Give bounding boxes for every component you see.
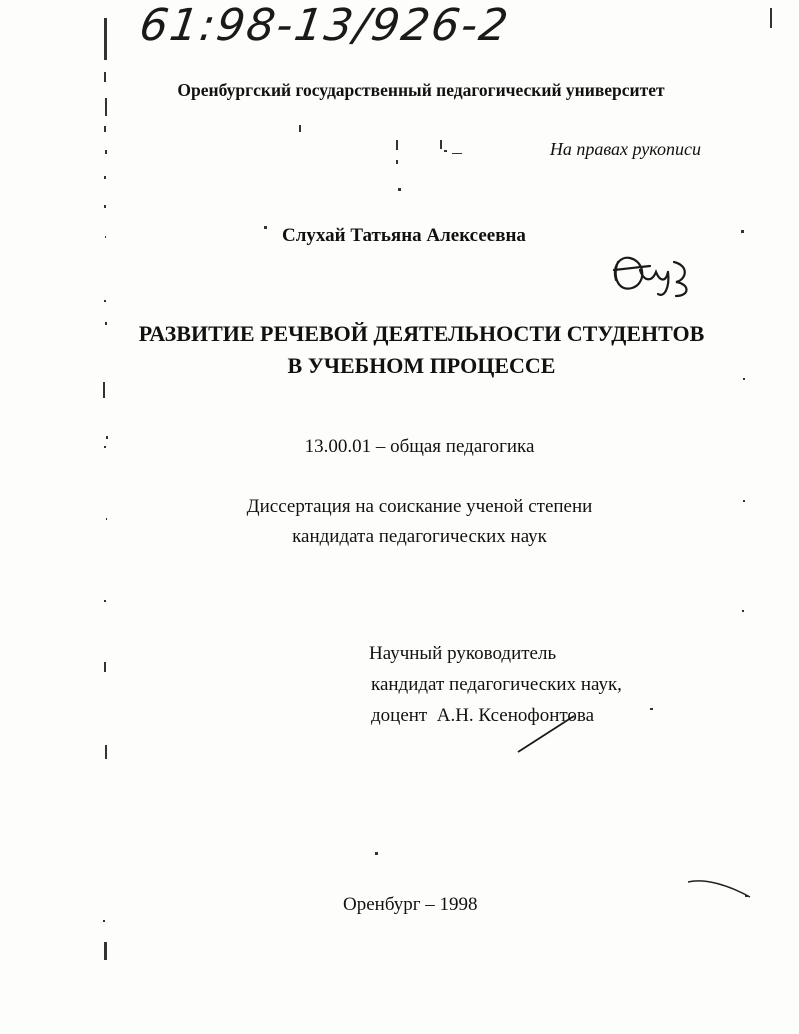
supervisor-line-1: Научный руководитель bbox=[369, 643, 557, 664]
author-name: Слухай Татьяна Алексеевна bbox=[282, 225, 526, 246]
handwritten-archive-code: 61:98-13/926-2 bbox=[136, 0, 513, 51]
manuscript-rights-note: На правах рукописи bbox=[549, 139, 701, 159]
organization-name: Оренбургский государственный педагогический университет bbox=[177, 80, 665, 100]
specialty-code: 13.00.01 – общая педагогика bbox=[304, 436, 535, 457]
dissertation-title bbox=[0, 318, 799, 382]
title-line-2: В УЧЕБНОМ ПРОЦЕССЕ bbox=[287, 353, 556, 378]
city-and-year: Оренбург – 1998 bbox=[343, 894, 478, 915]
title-line-1: РАЗВИТИЕ РЕЧЕВОЙ ДЕЯТЕЛЬНОСТИ СТУДЕНТОВ bbox=[138, 321, 705, 346]
degree-line-2: кандидата педагогических наук bbox=[292, 526, 547, 547]
degree-statement bbox=[0, 492, 799, 552]
degree-line-1: Диссертация на соискание ученой степени bbox=[246, 496, 593, 517]
author-signature bbox=[614, 258, 687, 296]
supervisor-line-3: доцент А.Н. Ксенофонтова bbox=[371, 705, 595, 726]
supervisor-line-2: кандидат педагогических наук, bbox=[371, 674, 622, 695]
scientific-supervisor bbox=[369, 638, 622, 731]
